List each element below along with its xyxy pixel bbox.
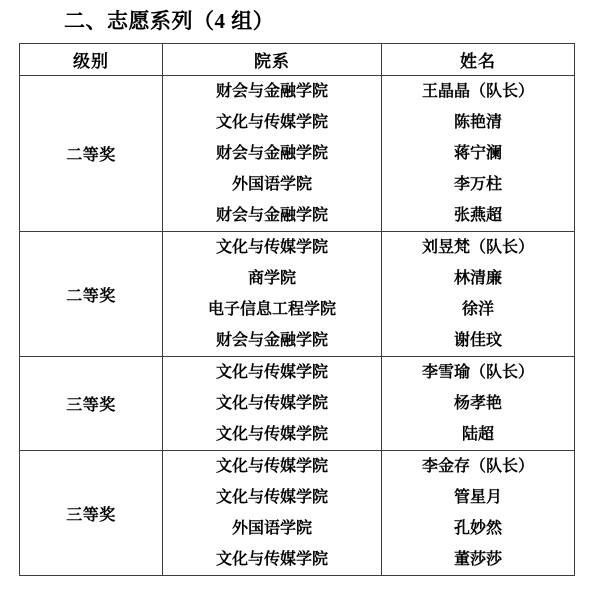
name-line: 徐洋: [461, 301, 494, 318]
dept-line: 文化与传媒学院: [215, 364, 328, 381]
dept-cell: [163, 451, 382, 576]
dept-line: 商学院: [247, 270, 296, 287]
dept-cell: [163, 357, 382, 451]
awards-table: [19, 43, 575, 576]
dept-line: 财会与金融学院: [215, 332, 328, 349]
award-group-4: [20, 451, 575, 576]
name-line: 李万柱: [453, 176, 502, 193]
dept-line: 文化与传媒学院: [215, 426, 328, 443]
award-group-2: [20, 232, 575, 357]
name-line: 王晶晶（队长）: [421, 83, 534, 100]
name-line: 李雪瑜（队长）: [421, 364, 534, 381]
level-cell: 三等奖: [20, 357, 163, 451]
dept-cell: [163, 232, 382, 357]
name-line: 蒋宁澜: [453, 145, 502, 162]
name-line: 林清廉: [453, 270, 502, 287]
name-cell: [382, 232, 575, 357]
dept-line: 财会与金融学院: [215, 145, 328, 162]
award-group-3: [20, 357, 575, 451]
name-line: 管星月: [453, 489, 502, 506]
name-cell: [382, 357, 575, 451]
name-line: 张燕超: [453, 207, 502, 224]
award-group-1: [20, 76, 575, 232]
name-line: 陈艳清: [453, 114, 502, 131]
dept-line: 文化与传媒学院: [215, 458, 328, 475]
name-cell: [382, 76, 575, 232]
dept-line: 文化与传媒学院: [215, 395, 328, 412]
dept-line: 文化与传媒学院: [215, 551, 328, 568]
dept-line: 文化与传媒学院: [215, 239, 328, 256]
dept-cell: [163, 76, 382, 232]
header-level: 级别: [20, 44, 163, 76]
dept-line: 文化与传媒学院: [215, 489, 328, 506]
header-name: 姓名: [382, 44, 575, 76]
dept-line: 文化与传媒学院: [215, 114, 328, 131]
name-line: 谢佳玟: [453, 332, 502, 349]
level-cell: 三等奖: [20, 451, 163, 576]
name-line: 刘昱梵（队长）: [421, 239, 534, 256]
dept-line: 财会与金融学院: [215, 83, 328, 100]
dept-line: 财会与金融学院: [215, 207, 328, 224]
level-cell: 二等奖: [20, 232, 163, 357]
dept-line: 外国语学院: [231, 520, 312, 537]
name-line: 李金存（队长）: [421, 458, 534, 475]
name-line: 陆超: [461, 426, 494, 443]
dept-line: 电子信息工程学院: [207, 301, 336, 318]
section-title: 二、志愿系列（4 组）: [64, 9, 275, 33]
dept-line: 外国语学院: [231, 176, 312, 193]
level-cell: 二等奖: [20, 76, 163, 232]
table-header-row: [20, 44, 575, 76]
header-dept: 院系: [163, 44, 382, 76]
name-line: 董莎莎: [453, 551, 502, 568]
name-cell: [382, 451, 575, 576]
name-line: 孔妙然: [453, 520, 502, 537]
name-line: 杨孝艳: [453, 395, 502, 412]
